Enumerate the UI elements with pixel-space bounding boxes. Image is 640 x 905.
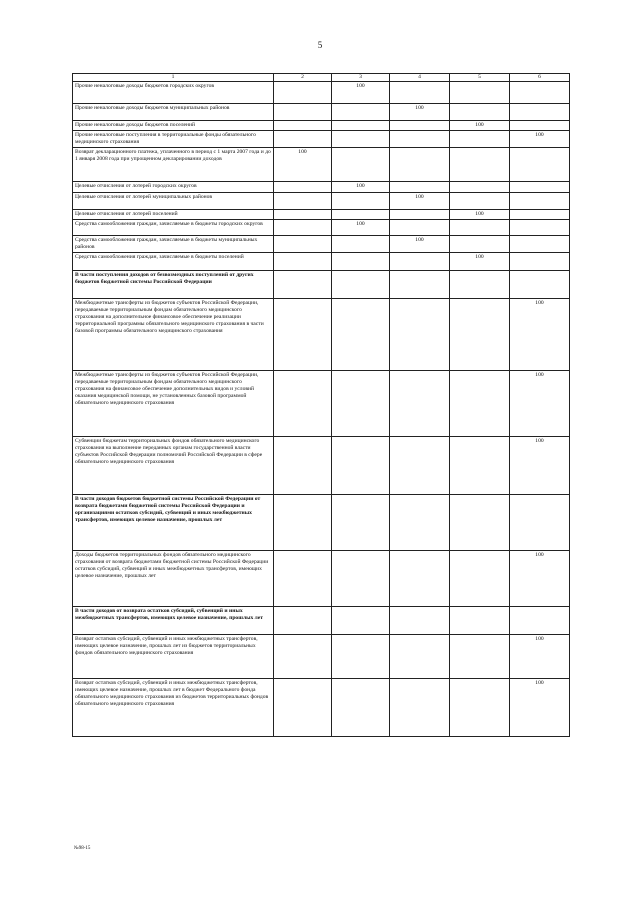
table-row (73, 182, 570, 193)
value-cell (390, 678, 450, 736)
row-label: Возврат декларационного платежа, уплаченного в период с 1 марта 2007 года и до 1 января 2008 года при упрощенном декларировании доходов (73, 148, 274, 182)
value-cell: 100 (510, 131, 570, 148)
value-cell (274, 131, 332, 148)
value-cell (510, 494, 570, 550)
table-row (73, 193, 570, 210)
value-cell (274, 121, 332, 131)
value-cell: 100 (510, 298, 570, 370)
table-row (73, 148, 570, 182)
value-cell (390, 298, 450, 370)
row-label: Межбюджетные трансферты из бюджетов субъектов Российской Федерации, передаваемые территориальным фондам обязательного медицинского страхования на финансовое обеспечение дополнительных видов и условий оказания медицинской помощи, не установленных базовой программой обязательного медицинского страхования (73, 370, 274, 436)
value-cell (274, 270, 332, 298)
value-cell (510, 104, 570, 121)
value-cell (510, 210, 570, 220)
value-cell (390, 121, 450, 131)
value-cell (450, 436, 510, 494)
value-cell (274, 634, 332, 678)
row-label: Доходы бюджетов территориальных фондов обязательного медицинского страхования от возврата бюджетами бюджетной системы Российской Федерации остатков субсидий, субвенций и иных межбюджетных трансфертов, имеющих целевое назначение, прошлых лет (73, 550, 274, 606)
value-cell (332, 148, 390, 182)
row-label: Целевые отчисления от лотерей муниципальных районов (73, 193, 274, 210)
value-cell: 100 (390, 236, 450, 253)
value-cell (450, 370, 510, 436)
value-cell (332, 436, 390, 494)
table-row (73, 634, 570, 678)
row-label: Прочие неналоговые доходы бюджетов муниципальных районов (73, 104, 274, 121)
value-cell: 100 (450, 252, 510, 270)
value-cell (390, 270, 450, 298)
value-cell: 100 (332, 220, 390, 236)
value-cell: 100 (332, 82, 390, 104)
value-cell: 100 (510, 634, 570, 678)
value-cell (390, 210, 450, 220)
row-label: Прочие неналоговые поступления в территориальные фонды обязательного медицинского страхования (73, 131, 274, 148)
value-cell (390, 252, 450, 270)
row-label: Межбюджетные трансферты из бюджетов субъектов Российской Федерации, передаваемые территориальным фондам обязательного медицинского страхования на дополнительное финансовое обеспечение реализации территориальной программы обязательного медицинского страхования в части базовой программы обязательного медицинского страхования (73, 298, 274, 370)
value-cell (450, 678, 510, 736)
row-label: Субвенции бюджетам территориальных фондов обязательного медицинского страхования на выполнение переданных органам государственной власти субъектов Российской Федерации полномочий Российской Федерации в сфере обязательного медицинского страхования (73, 436, 274, 494)
value-cell (510, 220, 570, 236)
row-label: Возврат остатков субсидий, субвенций и иных межбюджетных трансфертов, имеющих целевое назначение, прошлых лет в бюджет Федерального фонда обязательного медицинского страхования из бюджетов территориальных фондов обязательного медицинского страхования (73, 678, 274, 736)
value-cell (390, 634, 450, 678)
footer-code: №98-15 (74, 846, 91, 851)
value-cell (390, 131, 450, 148)
table-row (73, 550, 570, 606)
value-cell: 100 (450, 121, 510, 131)
row-label: В части доходов бюджетов бюджетной системы Российской Федерации от возврата бюджетами бюджетной системы Российской Федерации и организациями остатков субсидий, субвенций и иных межбюджетных трансфертов, имеющих целевое назначение, прошлых лет (73, 494, 274, 550)
table-row (73, 678, 570, 736)
header-cell: 3 (332, 74, 390, 82)
table-row (73, 370, 570, 436)
value-cell (390, 182, 450, 193)
value-cell: 100 (332, 182, 390, 193)
value-cell (332, 210, 390, 220)
value-cell (274, 550, 332, 606)
table-row (73, 270, 570, 298)
value-cell (332, 270, 390, 298)
value-cell (332, 298, 390, 370)
header-cell: 1 (73, 74, 274, 82)
value-cell (274, 298, 332, 370)
value-cell (510, 148, 570, 182)
value-cell (390, 436, 450, 494)
value-cell (390, 494, 450, 550)
value-cell: 100 (390, 104, 450, 121)
value-cell (332, 236, 390, 253)
value-cell (274, 210, 332, 220)
value-cell (390, 370, 450, 436)
row-label: Целевые отчисления от лотерей поселений (73, 210, 274, 220)
table-row (73, 121, 570, 131)
value-cell (450, 494, 510, 550)
value-cell (332, 104, 390, 121)
value-cell (510, 252, 570, 270)
value-cell (274, 182, 332, 193)
row-label: Средства самообложения граждан, зачисляемые в бюджеты городских округов (73, 220, 274, 236)
value-cell (332, 370, 390, 436)
table-row (73, 220, 570, 236)
value-cell (450, 148, 510, 182)
row-label: Целевые отчисления от лотерей городских округов (73, 182, 274, 193)
value-cell (510, 82, 570, 104)
value-cell (332, 121, 390, 131)
value-cell (450, 182, 510, 193)
value-cell (274, 252, 332, 270)
table-header-row (73, 74, 570, 82)
value-cell (510, 193, 570, 210)
value-cell (332, 606, 390, 634)
value-cell: 100 (510, 370, 570, 436)
value-cell: 100 (390, 193, 450, 210)
table-row (73, 252, 570, 270)
value-cell (450, 82, 510, 104)
header-cell: 4 (390, 74, 450, 82)
header-cell: 2 (274, 74, 332, 82)
row-label: Средства самообложения граждан, зачисляемые в бюджеты поселений (73, 252, 274, 270)
value-cell (274, 678, 332, 736)
value-cell (274, 104, 332, 121)
row-label: В части поступления доходов от безвозмездных поступлений от других бюджетов бюджетной системы Российской Федерации (73, 270, 274, 298)
value-cell (390, 606, 450, 634)
value-cell (274, 494, 332, 550)
value-cell (450, 220, 510, 236)
table-row (73, 131, 570, 148)
value-cell (510, 270, 570, 298)
table-row (73, 236, 570, 253)
table-row (73, 606, 570, 634)
value-cell (332, 550, 390, 606)
value-cell (332, 494, 390, 550)
value-cell (510, 121, 570, 131)
value-cell (450, 193, 510, 210)
row-label: Средства самообложения граждан, зачисляемые в бюджеты муниципальных районов (73, 236, 274, 253)
value-cell (510, 182, 570, 193)
row-label: Прочие неналоговые доходы бюджетов поселений (73, 121, 274, 131)
income-table (72, 73, 570, 737)
value-cell (274, 606, 332, 634)
value-cell (332, 678, 390, 736)
value-cell (450, 606, 510, 634)
value-cell (450, 298, 510, 370)
value-cell (450, 104, 510, 121)
page-number: 5 (317, 40, 323, 50)
header-cell: 5 (450, 74, 510, 82)
value-cell (390, 82, 450, 104)
value-cell: 100 (274, 148, 332, 182)
table-row (73, 82, 570, 104)
row-label: Прочие неналоговые доходы бюджетов городских округов (73, 82, 274, 104)
value-cell (332, 252, 390, 270)
value-cell (332, 131, 390, 148)
value-cell (450, 236, 510, 253)
value-cell (274, 193, 332, 210)
value-cell (390, 148, 450, 182)
value-cell: 100 (510, 678, 570, 736)
value-cell (332, 634, 390, 678)
value-cell (390, 550, 450, 606)
row-label: В части доходов от возврата остатков субсидий, субвенций и иных межбюджетных трансфертов, имеющих целевое назначение, прошлых лет (73, 606, 274, 634)
value-cell (274, 220, 332, 236)
table-row (73, 104, 570, 121)
value-cell (450, 550, 510, 606)
value-cell (450, 131, 510, 148)
value-cell (510, 236, 570, 253)
table-row (73, 494, 570, 550)
value-cell (274, 436, 332, 494)
value-cell (332, 193, 390, 210)
value-cell (274, 82, 332, 104)
table-row (73, 298, 570, 370)
value-cell: 100 (450, 210, 510, 220)
value-cell (390, 220, 450, 236)
table-row (73, 210, 570, 220)
value-cell: 100 (510, 436, 570, 494)
value-cell (510, 606, 570, 634)
value-cell (274, 236, 332, 253)
value-cell: 100 (510, 550, 570, 606)
row-label: Возврат остатков субсидий, субвенций и иных межбюджетных трансфертов, имеющих целевое назначение, прошлых лет из бюджетов территориальных фондов обязательного медицинского страхования (73, 634, 274, 678)
value-cell (274, 370, 332, 436)
header-cell: 6 (510, 74, 570, 82)
table-row (73, 436, 570, 494)
value-cell (450, 634, 510, 678)
value-cell (450, 270, 510, 298)
